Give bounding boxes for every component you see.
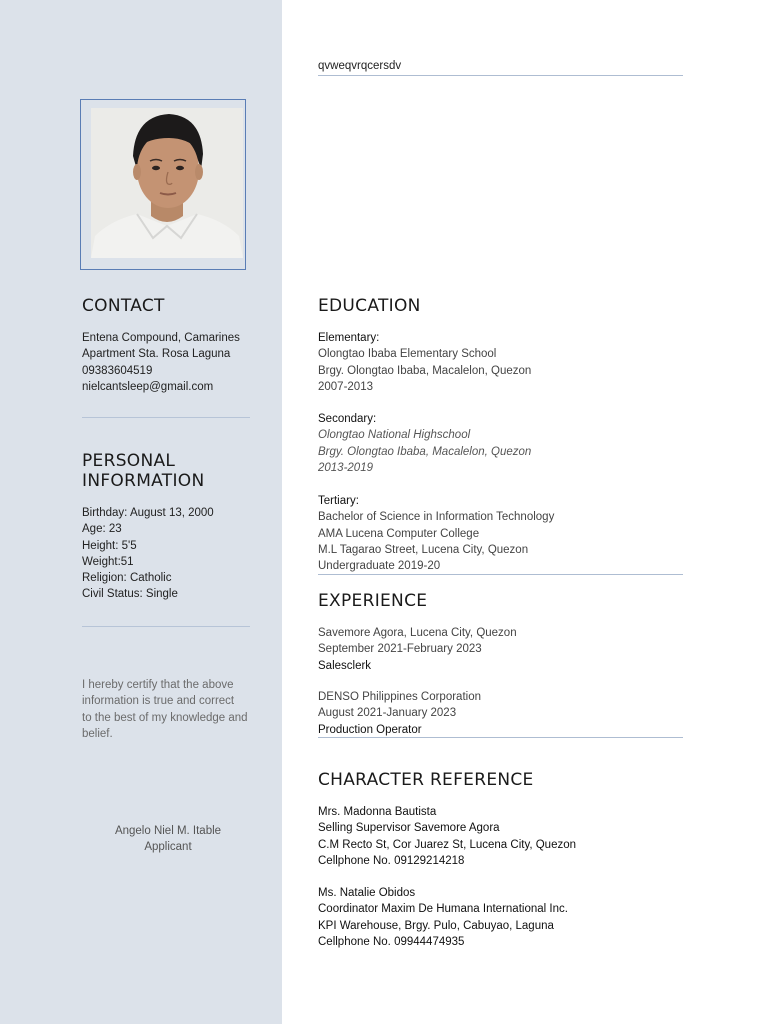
profile-photo-frame	[80, 99, 246, 270]
reference-2-phone: Cellphone No. 09944474935	[318, 935, 465, 948]
certification-statement	[82, 677, 262, 742]
reference-2-name: Ms. Natalie Obidos	[318, 887, 416, 899]
experience-divider	[318, 737, 683, 738]
reference-1-name: Mrs. Madonna Bautista	[318, 806, 437, 818]
secondary-label: Secondary:	[318, 413, 377, 425]
certification-line-1: I hereby certify that the above	[82, 679, 234, 691]
header-code-text: qvweqvrqcersdv	[318, 60, 402, 72]
contact-email: nielcantsleep@gmail.com	[82, 380, 214, 393]
education-tertiary	[318, 493, 554, 574]
job-2-role: Production Operator	[318, 723, 422, 736]
job-1-company: Savemore Agora, Lucena City, Quezon	[318, 627, 517, 639]
personal-heading-line-2: INFORMATION	[82, 471, 205, 491]
personal-birthday: Birthday: August 13, 2000	[82, 507, 214, 519]
experience-job-2	[318, 689, 481, 738]
secondary-school: Olongtao National Highschool	[318, 429, 471, 442]
header-divider	[318, 75, 683, 76]
personal-religion: Religion: Catholic	[82, 572, 172, 585]
education-secondary	[318, 411, 531, 476]
contact-address-line-1: Entena Compound, Camarines	[82, 332, 240, 344]
elementary-years: 2007-2013	[318, 380, 373, 393]
job-1-role: Salesclerk	[318, 659, 372, 672]
contact-heading: CONTACT	[82, 296, 165, 316]
contact-details	[82, 330, 240, 395]
contact-phone: 09383604519	[82, 364, 153, 377]
reference-1-address: C.M Recto St, Cor Juarez St, Lucena City, Quezon	[318, 838, 577, 851]
personal-weight: Weight:51	[82, 555, 134, 568]
education-elementary	[318, 330, 531, 395]
reference-1-title: Selling Supervisor Savemore Agora	[318, 822, 500, 835]
applicant-name: Angelo Niel M. Itable	[114, 825, 222, 837]
certification-line-4: belief.	[82, 727, 113, 740]
personal-civil-status: Civil Status: Single	[82, 588, 178, 601]
personal-heading-line-1: PERSONAL	[82, 451, 176, 471]
elementary-school: Olongtao Ibaba Elementary School	[318, 348, 497, 361]
contact-address-line-2: Apartment Sta. Rosa Laguna	[82, 348, 231, 361]
education-divider	[318, 574, 683, 575]
character-reference-heading: CHARACTER REFERENCE	[318, 770, 534, 790]
education-heading: EDUCATION	[318, 296, 421, 316]
tertiary-school: AMA Lucena Computer College	[318, 527, 480, 540]
contact-divider	[82, 417, 250, 418]
secondary-address: Brgy. Olongtao Ibaba, Macalelon, Quezon	[318, 445, 532, 458]
applicant-role: Applicant	[144, 841, 192, 854]
personal-details	[82, 505, 214, 603]
experience-job-1	[318, 625, 517, 674]
experience-heading: EXPERIENCE	[318, 591, 428, 611]
person-portrait-icon	[91, 108, 243, 258]
certification-line-2: information is true and correct	[82, 695, 235, 708]
tertiary-degree: Bachelor of Science in Information Technology	[318, 511, 555, 524]
reference-2-address: KPI Warehouse, Brgy. Pulo, Cabuyao, Laguna	[318, 919, 554, 932]
personal-divider	[82, 626, 250, 627]
job-2-company: DENSO Philippines Corporation	[318, 691, 481, 703]
elementary-label: Elementary:	[318, 332, 380, 344]
reference-1	[318, 804, 576, 869]
tertiary-label: Tertiary:	[318, 495, 359, 507]
personal-age: Age: 23	[82, 523, 122, 536]
reference-2-title: Coordinator Maxim De Humana International Inc.	[318, 903, 568, 916]
reference-1-phone: Cellphone No. 09129214218	[318, 854, 465, 867]
signature-block	[82, 823, 254, 856]
job-2-period: August 2021-January 2023	[318, 707, 457, 720]
personal-info-heading	[82, 451, 204, 491]
tertiary-status: Undergraduate 2019-20	[318, 560, 441, 573]
personal-height: Height: 5'5	[82, 539, 137, 552]
certification-line-3: to the best of my knowledge and	[82, 711, 248, 724]
reference-2	[318, 885, 568, 950]
job-1-period: September 2021-February 2023	[318, 643, 482, 656]
elementary-address: Brgy. Olongtao Ibaba, Macalelon, Quezon	[318, 364, 532, 377]
secondary-years: 2013-2019	[318, 461, 373, 474]
profile-photo	[91, 108, 243, 258]
tertiary-address: M.L Tagarao Street, Lucena City, Quezon	[318, 543, 529, 556]
